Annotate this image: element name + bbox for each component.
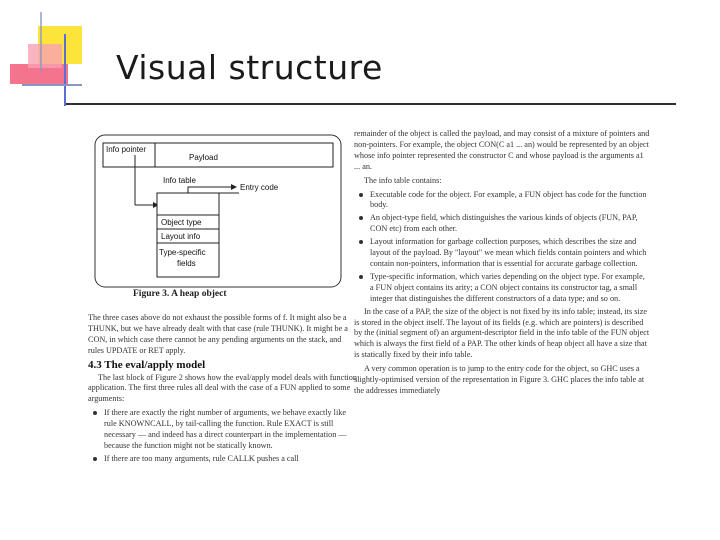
right-bullet-list [354, 190, 650, 305]
list-item-text: Layout information for garbage collection purposes, which describes the size and layout of the payload. By "layout" we mean which fields contain pointers and which contain non-pointers, information that is essential for accurate garbage collection. [370, 237, 647, 268]
bullet-icon [93, 411, 97, 415]
list-item [354, 190, 650, 212]
bullet-icon [359, 216, 363, 220]
object-type-label: Object type [161, 218, 202, 227]
list-item-text: Type-specific information, which varies depending on the object type. For example, a FUN object contains its arity; a CON object contains its constructor tag, a small integer that distinguishes the different constructors of a data type; and so on. [370, 271, 645, 303]
section-heading: 4.3 The eval/apply model [88, 358, 206, 371]
slide-title: Visual structure [116, 48, 383, 87]
right-column [354, 123, 650, 508]
list-item-text: An object-type field, which distinguishes the various kinds of objects (FUN, PAP, CON etc) from each other. [370, 213, 638, 234]
list-item-text: If there are too many arguments, rule CALLK pushes a call [104, 453, 299, 463]
info-pointer-label: Info pointer [106, 145, 147, 154]
section-paragraph: The last block of Figure 2 shows how the eval/apply model deals with function application. The first three rules all deal with the case of a FUN applied to some arguments: [88, 372, 357, 404]
type-specific-fields-label: fields [177, 259, 196, 268]
paragraph-entry-code: A very common operation is to jump to the entry code for the object, so GHC uses a slightly-optimised version of the representation in Figure 3. GHC places the info table at the addresses immediately [354, 364, 645, 395]
bullet-icon [359, 193, 363, 197]
left-body-text [88, 313, 358, 467]
paper-page [88, 123, 650, 508]
info-table-label: Info table [163, 176, 196, 185]
paragraph-pap: In the case of a PAP, the size of the object is not fixed by its info table; instead, its size is stored in the object itself. The layout of its fields (e.g. which are pointers) is described by the (initial segment of) an argument-descriptor field in the info table of the FUN object which is always the first field of a PAP. The other kinds of heap object all have a size that is statically fixed by their info table. [354, 306, 650, 360]
paragraph-payload: remainder of the object is called the payload, and may consist of a mixture of pointers and non-pointers. For example, the object CON(C a1 ... an) would be represented by an object whose info pointer represented the constructor C and whose payload is the arguments a1 ... an. [354, 129, 650, 171]
corner-decoration [0, 0, 110, 110]
bullet-icon [359, 240, 363, 244]
title-divider [66, 103, 676, 105]
heap-object-diagram [93, 133, 353, 308]
list-item [354, 213, 650, 235]
left-column [88, 123, 360, 508]
intro-paragraph: The three cases above do not exhaust the possible forms of f. It might also be a THUNK, but we have already dealt with that case (rule THUNK). It might be a CON, in which case there cannot be any pending arguments on the stack, and rules UPDATE or RET apply. [88, 313, 348, 355]
right-body-text [354, 129, 650, 400]
entry-code-label: Entry code [240, 183, 279, 192]
bullet-icon [359, 275, 363, 279]
list-item-text: Executable code for the object. For example, a FUN object has code for the function body. [370, 189, 647, 210]
list-item-text: If there are exactly the right number of arguments, we behave exactly like rule KNOWNCALL, by tail-calling the function. Rule EXACT is still necessary — and indeed has a direct counterpart in the implementation — because the function might not be statically known. [104, 408, 347, 450]
paragraph-info-table: The info table contains: [364, 175, 442, 185]
list-item [354, 272, 650, 305]
left-bullet-list [88, 408, 358, 465]
list-item [354, 237, 650, 270]
payload-label: Payload [189, 153, 218, 162]
list-item [88, 408, 358, 452]
bullet-icon [93, 457, 97, 461]
figure-caption: Figure 3. A heap object [133, 289, 227, 299]
list-item [88, 454, 358, 465]
layout-info-label: Layout info [161, 232, 201, 241]
type-specific-label: Type-specific [159, 248, 206, 257]
